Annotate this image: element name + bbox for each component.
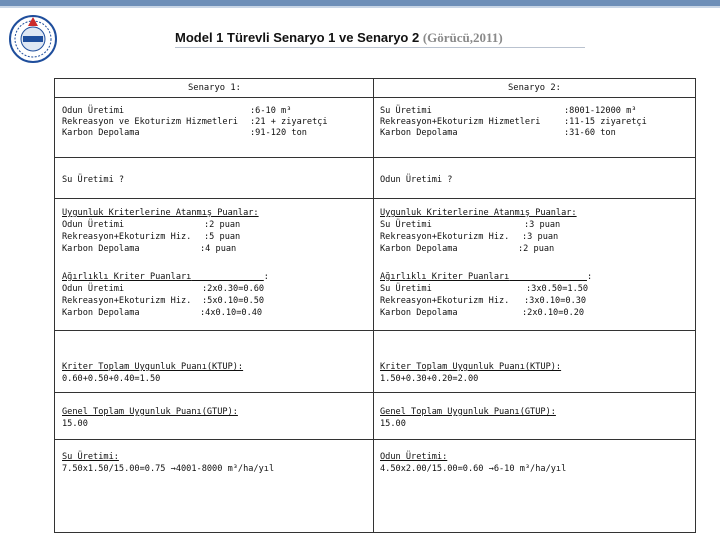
s2-weighted-value: :3x0.10=0.30 [524,296,587,306]
s2-production-value: :8001-12000 m³ [564,106,637,116]
s1-weighted-value: :5x0.10=0.50 [202,296,265,306]
table-row-divider [54,392,696,393]
s2-production-name: Karbon Depolama [380,128,458,138]
s1-weighted-name: Karbon Depolama [62,308,140,318]
s1-result-value: 7.50x1.50/15.00=0.75 →4001-8000 m³/ha/yıl [62,464,275,474]
university-logo [8,14,58,64]
s1-assigned-value: :4 puan [200,244,237,254]
s2-assigned-name: Karbon Depolama [380,244,458,254]
s2-weighted-heading-line [380,272,592,283]
s2-production-value: :11-15 ziyaretçi [564,117,647,127]
title-citation: (Görücü,2011) [422,30,503,45]
s2-weighted-colon: : [586,272,593,282]
s1-weighted-name: Rekreasyon+Ekoturizm Hiz. [62,296,192,306]
s2-assigned-name: Rekreasyon+Ekoturizm Hiz. [380,232,510,242]
s1-weighted-heading-line [62,272,269,283]
s1-ktup-value: 0.60+0.50+0.40=1.50 [62,374,161,384]
table-column-divider [373,78,374,533]
table-row-divider [54,198,696,199]
s2-gtup-heading: Genel Toplam Uygunluk Puanı(GTUP): [380,407,556,417]
s2-weighted-name: Karbon Depolama [380,308,458,318]
page-title [175,30,503,46]
s1-weighted-colon: : [263,272,269,282]
title-text: Model 1 Türevli Senaryo 1 ve Senaryo 2 [175,30,420,45]
s1-production-value: :21 + ziyaretçi [250,117,328,127]
s2-gtup-value: 15.00 [380,419,406,429]
s2-production-name: Su Üretimi [380,106,432,116]
s1-gtup-value: 15.00 [62,419,88,429]
scenario2-heading: Senaryo 2: [508,83,561,93]
s2-result-heading: Odun Üretimi: [380,452,448,462]
s2-assigned-heading: Uygunluk Kriterlerine Atanmış Puanlar: [380,208,577,218]
s2-assigned-value: :3 puan [522,232,559,242]
s1-assigned-name: Karbon Depolama [62,244,140,254]
table-row-divider [54,97,696,98]
s2-weighted-name: Rekreasyon+Ekoturizm Hiz. [380,296,510,306]
s1-ktup-heading: Kriter Toplam Uygunluk Puanı(KTUP): [62,362,244,372]
s2-assigned-value: :3 puan [524,220,561,230]
s1-question: Su Üretimi ? [62,175,125,185]
s1-assigned-value: :5 puan [204,232,241,242]
scenario1-heading: Senaryo 1: [188,83,241,93]
table-row-divider [54,439,696,440]
s1-assigned-heading: Uygunluk Kriterlerine Atanmış Puanlar: [62,208,259,218]
s2-result-value: 4.50x2.00/15.00=0.60 →6-10 m³/ha/yıl [380,464,567,474]
s2-assigned-name: Su Üretimi [380,220,432,230]
s1-production-name: Rekreasyon ve Ekoturizm Hizmetleri [62,117,238,127]
s1-production-name: Odun Üretimi [62,106,125,116]
title-underline [175,47,585,48]
s1-weighted-heading: Ağırlıklı Kriter Puanları [62,272,192,282]
s1-assigned-value: :2 puan [204,220,241,230]
s1-result-heading: Su Üretimi: [62,452,119,462]
s1-assigned-name: Rekreasyon+Ekoturizm Hiz. [62,232,192,242]
s2-question: Odun Üretimi ? [380,175,453,185]
s2-weighted-name: Su Üretimi [380,284,432,294]
table-row-divider [54,330,696,331]
s1-production-name: Karbon Depolama [62,128,140,138]
s1-gtup-heading: Genel Toplam Uygunluk Puanı(GTUP): [62,407,238,417]
s1-production-value: :6-10 m³ [250,106,292,116]
s2-weighted-value: :2x0.10=0.20 [522,308,585,318]
s2-weighted-value: :3x0.50=1.50 [526,284,589,294]
top-accent-stripe-light [0,6,720,8]
table-row-divider [54,157,696,158]
s2-ktup-value: 1.50+0.30+0.20=2.00 [380,374,479,384]
s2-production-name: Rekreasyon+Ekoturizm Hizmetleri [380,117,541,127]
s2-weighted-heading: Ağırlıklı Kriter Puanları [380,272,510,282]
s2-ktup-heading: Kriter Toplam Uygunluk Puanı(KTUP): [380,362,562,372]
s1-production-value: :91-120 ton [250,128,307,138]
s1-weighted-value: :4x0.10=0.40 [200,308,263,318]
s1-weighted-value: :2x0.30=0.60 [202,284,265,294]
s1-weighted-name: Odun Üretimi [62,284,125,294]
s2-assigned-value: :2 puan [518,244,555,254]
s2-production-value: :31-60 ton [564,128,616,138]
s1-assigned-name: Odun Üretimi [62,220,125,230]
